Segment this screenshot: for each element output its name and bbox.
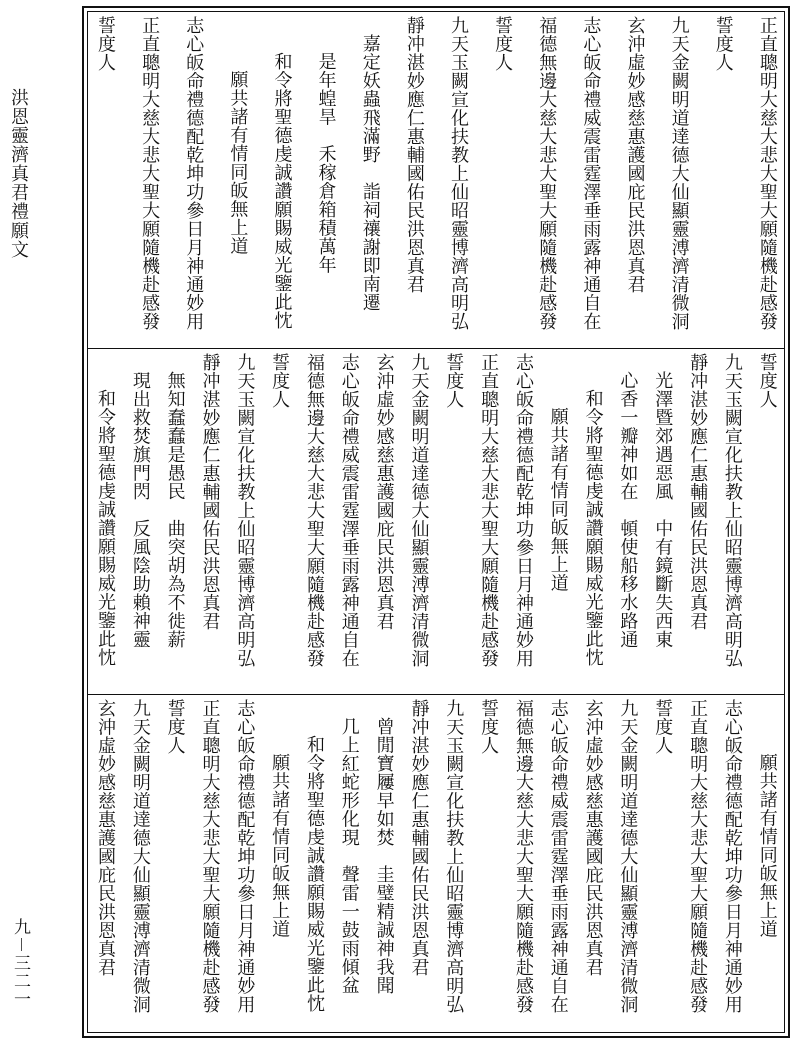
text-column: 現出救焚旗門閃 反風陰助賴神靈 <box>129 371 151 649</box>
text-column: 玄沖虛妙感慈惠護國庇民洪恩真君 <box>582 699 604 977</box>
text-column: 嘉定妖蟲飛滿野 詣祠禳謝即南遷 <box>359 34 381 312</box>
text-column: 玄沖虛妙感慈惠護國庇民洪恩真君 <box>373 353 395 631</box>
text-column: 無知蠢蠢是愚民 曲突胡為不徙薪 <box>164 371 186 649</box>
text-column: 福德無邊大慈大悲大聖大願隨機赴感發 <box>536 16 558 331</box>
text-column: 願共諸有情同皈無上道 <box>547 407 569 592</box>
text-column: 志心皈命禮威震雷霆澤垂雨露神通自在 <box>338 353 360 668</box>
text-column: 願共諸有情同皈無上道 <box>227 70 249 255</box>
text-column: 玄沖虛妙感慈惠護國庇民洪恩真君 <box>95 699 116 977</box>
text-column: 玄沖虛妙感慈惠護國庇民洪恩真君 <box>624 16 646 294</box>
text-column: 願共諸有情同皈無上道 <box>269 753 291 938</box>
text-column: 志心皈命禮威震雷霆澤垂雨露神通自在 <box>547 699 569 1014</box>
text-column: 曾閒寶屨早如焚 圭璧精誠神我聞 <box>373 717 395 995</box>
text-column: 志心皈命禮威震雷霆澤垂雨露神通自在 <box>580 16 602 331</box>
text-column: 和令將聖德虔誠讚願賜威光鑒此忱 <box>95 389 116 667</box>
panel-bottom <box>88 694 784 1033</box>
panel-columns <box>94 353 778 687</box>
text-column: 九天金闕明道達德大仙顯靈溥濟清微洞 <box>129 699 151 1014</box>
text-column: 誓度人 <box>269 353 291 409</box>
text-column: 福德無邊大慈大悲大聖大願隨機赴感發 <box>303 353 325 668</box>
text-column: 誓度人 <box>756 353 778 409</box>
text-column: 志心皈命禮德配乾坤功參日月神通妙用 <box>234 699 256 1014</box>
text-column: 九天金闕明道達德大仙顯靈溥濟清微洞 <box>617 699 639 1014</box>
text-column: 靜冲湛妙應仁惠輔國佑民洪恩真君 <box>403 16 425 294</box>
text-column: 和令將聖德虔誠讚願賜威光鑒此忱 <box>271 52 293 330</box>
text-column: 正直聰明大慈大悲大聖大願隨機赴感發 <box>756 16 778 331</box>
text-column: 和令將聖德虔誠讚願賜威光鑒此忱 <box>582 389 604 667</box>
text-column: 九天玉闕宣化扶教上仙昭靈博濟高明弘 <box>448 16 469 331</box>
text-column: 靜冲湛妙應仁惠輔國佑民洪恩真君 <box>199 353 221 631</box>
text-column: 誓度人 <box>95 16 116 72</box>
text-column: 誓度人 <box>443 353 465 409</box>
text-column: 願共諸有情同皈無上道 <box>756 753 778 938</box>
text-column: 九天玉闕宣化扶教上仙昭靈博濟高明弘 <box>721 353 743 668</box>
panel-top <box>88 12 784 344</box>
panel-columns <box>94 16 778 340</box>
text-column: 誓度人 <box>164 699 186 755</box>
text-column: 九天金闕明道達德大仙顯靈溥濟清微洞 <box>408 353 430 668</box>
text-column: 正直聰明大慈大悲大聖大願隨機赴感發 <box>687 699 709 1014</box>
text-column: 是年蝗旱 禾稼倉箱積萬年 <box>315 52 337 274</box>
panel-columns <box>94 699 778 1029</box>
text-column: 和令將聖德虔誠讚願賜威光鑒此忱 <box>303 735 325 1013</box>
text-column: 靜冲湛妙應仁惠輔國佑民洪恩真君 <box>687 353 709 631</box>
text-column: 九天金闕明道達德大仙顯靈溥濟清微洞 <box>668 16 690 331</box>
text-column: 誓度人 <box>478 699 500 755</box>
page-frame <box>82 6 790 1038</box>
panel-middle <box>88 348 784 691</box>
text-column: 志心皈命禮德配乾坤功參日月神通妙用 <box>721 699 743 1014</box>
text-column: 誓度人 <box>492 16 514 72</box>
book-title: 洪恩靈濟真君禮願文 <box>8 88 29 259</box>
text-column: 正直聰明大慈大悲大聖大願隨機赴感發 <box>139 16 161 331</box>
text-column: 靜冲湛妙應仁惠輔國佑民洪恩真君 <box>408 699 430 977</box>
page-number: 九－三二一 <box>10 918 30 1008</box>
text-column: 心香一瓣神如在 頓使船移水路通 <box>617 371 639 649</box>
text-column: 志心皈命禮德配乾坤功參日月神通妙用 <box>512 353 534 668</box>
text-column: 正直聰明大慈大悲大聖大願隨機赴感發 <box>478 353 500 668</box>
text-column: 誓度人 <box>652 699 674 755</box>
text-column: 正直聰明大慈大悲大聖大願隨機赴感發 <box>199 699 221 1014</box>
text-column: 九天玉闕宣化扶教上仙昭靈博濟高明弘 <box>443 699 465 1014</box>
text-column: 几上紅蛇形化現 聲雷一鼓雨傾盆 <box>338 717 360 995</box>
text-column: 志心皈命禮德配乾坤功參日月神通妙用 <box>183 16 205 331</box>
text-column: 誓度人 <box>712 16 734 72</box>
text-column: 九天玉闕宣化扶教上仙昭靈博濟高明弘 <box>234 353 256 668</box>
text-column: 福德無邊大慈大悲大聖大願隨機赴感發 <box>512 699 534 1014</box>
text-column: 光澤暨郊遇惡風 中有鏡斷失西東 <box>652 371 674 649</box>
